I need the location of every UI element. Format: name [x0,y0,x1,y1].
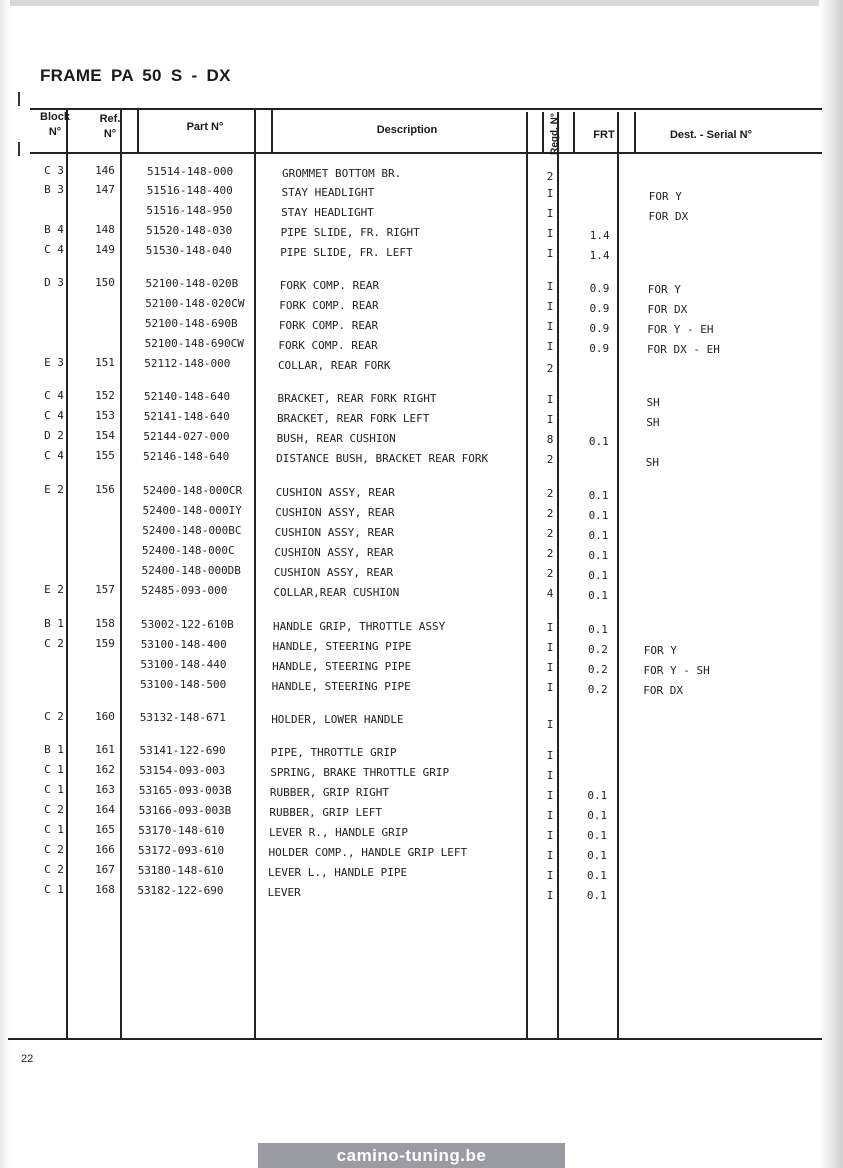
description-cell: HOLDER COMP., HANDLE GRIP LEFT [268,846,468,859]
description-cell: STAY HEADLIGHT [281,186,375,199]
block-cell: C 2 [44,637,64,650]
block-cell: C 1 [44,763,64,776]
part-number-cell: 53182-122-690 [137,884,224,897]
ref-cell: 167 [95,863,115,876]
header-ref: Ref. N° [99,113,121,140]
frt-cell: 0.9 [589,282,610,295]
column-divider [254,108,256,1039]
ref-cell: 156 [95,483,115,496]
ref-cell: 152 [95,389,115,402]
destination-cell: FOR DX [647,303,688,316]
frt-cell: 0.1 [587,829,608,842]
ref-cell: 160 [95,710,115,723]
part-number-cell: 52141-148-640 [143,410,230,423]
page-title: FRAME PA 50 S - DX [40,66,231,85]
frt-cell: 1.4 [589,249,610,262]
description-cell: HANDLE GRIP, THROTTLE ASSY [273,620,446,633]
qty-cell: I [546,247,554,260]
block-cell: C 2 [44,863,64,876]
description-cell: CUSHION ASSY, REAR [274,546,394,559]
description-cell: BRACKET, REAR FORK RIGHT [277,392,437,405]
block-cell: B 1 [44,743,64,756]
block-cell: D 2 [44,429,64,442]
part-number-cell: 51520-148-030 [146,224,233,237]
ref-cell: 164 [95,803,115,816]
block-cell: E 2 [44,583,64,596]
ref-cell: 162 [95,763,115,776]
description-cell: CUSHION ASSY, REAR [275,486,395,499]
part-number-cell: 53100-148-440 [140,658,227,671]
destination-cell: FOR Y [647,283,681,296]
block-cell: B 4 [44,223,64,236]
destination-cell: FOR Y [648,190,682,203]
qty-cell: I [546,749,554,762]
frt-cell: 0.2 [587,663,608,676]
block-cell: C 4 [44,409,64,422]
part-number-cell: 52100-148-690B [144,317,238,330]
qty-cell: I [546,187,554,200]
description-cell: HANDLE, STEERING PIPE [272,640,412,653]
part-number-cell: 52140-148-640 [144,390,231,403]
qty-cell: I [546,621,554,634]
qty-cell: 2 [546,487,554,500]
description-cell: HANDLE, STEERING PIPE [272,660,412,673]
frt-cell: 0.1 [587,809,608,822]
block-cell: D 3 [44,276,64,289]
ref-cell: 155 [95,449,115,462]
destination-cell: FOR DX [643,684,683,697]
header-destination: Dest. - Serial N° [669,129,753,141]
block-cell: C 4 [44,389,64,402]
part-number-cell: 52100-148-020B [145,277,239,290]
part-number-cell: 52400-148-000BC [142,524,242,537]
destination-cell: SH [646,416,660,429]
description-cell: COLLAR,REAR CUSHION [273,586,400,599]
block-cell: E 3 [44,356,64,369]
frt-cell: 0.2 [587,643,608,656]
qty-cell: I [546,869,554,882]
part-number-cell: 52400-148-000DB [141,564,241,577]
description-cell: LEVER L., HANDLE PIPE [268,866,408,879]
part-number-cell: 52400-148-000CR [142,484,243,497]
frt-cell: 0.9 [589,302,610,315]
frt-cell: 1.4 [589,229,610,242]
header-reqd: Reqd. N° [549,113,561,155]
qty-cell: 2 [546,547,554,560]
description-cell: HANDLE, STEERING PIPE [271,680,411,693]
table-bottom-rule [8,1038,822,1040]
part-number-cell: 53172-093-610 [138,844,225,857]
page-edge-right [819,0,843,1168]
qty-cell: I [546,681,554,694]
block-cell: B 1 [44,617,64,630]
qty-cell: I [546,849,554,862]
part-number-cell: 51530-148-040 [145,244,232,257]
frt-cell: 0.1 [588,509,609,522]
frt-cell: 0.1 [588,435,609,448]
description-cell: RUBBER, GRIP LEFT [269,806,382,819]
description-cell: LEVER R., HANDLE GRIP [268,826,409,839]
binding-mark [18,142,20,156]
qty-cell: 2 [546,507,554,520]
description-cell: LEVER [267,886,301,899]
part-number-cell: 52400-148-000C [141,544,235,557]
binding-mark [18,92,20,106]
block-cell: C 2 [44,843,64,856]
part-number-cell: 52144-027-000 [143,430,230,443]
ref-cell: 146 [95,164,115,177]
frt-cell: 0.1 [586,889,607,902]
qty-cell: I [546,661,554,674]
description-cell: SPRING, BRAKE THROTTLE GRIP [270,766,450,779]
frt-cell: 0.1 [587,849,607,862]
description-cell: GROMMET BOTTOM BR. [282,167,402,180]
ref-cell: 163 [95,783,115,796]
description-cell: DISTANCE BUSH, BRACKET REAR FORK [276,452,489,465]
frt-cell: 0.9 [589,342,610,355]
destination-cell: FOR Y [643,644,677,657]
page-number: 22 [21,1053,34,1065]
block-cell: C 2 [44,710,64,723]
description-cell: FORK COMP. REAR [278,339,378,352]
description-cell: HOLDER, LOWER HANDLE [271,713,404,726]
ref-cell: 165 [95,823,115,836]
description-cell: FORK COMP. REAR [278,319,379,332]
description-cell: CUSHION ASSY, REAR [274,526,395,539]
frt-cell: 0.1 [587,789,608,802]
qty-cell: I [546,320,554,333]
qty-cell: I [546,789,554,802]
destination-cell: FOR Y - SH [643,664,710,677]
ref-cell: 157 [95,583,115,596]
ref-cell: 161 [95,743,115,756]
frt-cell: 0.1 [588,569,609,582]
part-number-cell: 53002-122-610B [141,618,234,631]
ref-cell: 149 [95,243,115,256]
description-cell: BUSH, REAR CUSHION [276,432,396,445]
part-number-cell: 52112-148-000 [144,357,231,370]
header-bottom-rule [30,152,822,154]
ref-cell: 168 [95,883,115,896]
part-number-cell: 52100-148-690CW [144,337,244,350]
destination-cell: SH [645,456,659,469]
destination-cell: FOR DX - EH [647,343,720,356]
part-number-cell: 52485-093-000 [141,584,228,597]
column-divider [526,112,528,1039]
frt-cell: 0.1 [588,589,609,602]
qty-cell: I [546,393,554,406]
part-number-cell: 53166-093-003B [138,804,232,817]
watermark: camino-tuning.be [258,1143,565,1168]
frt-cell: 0.1 [588,623,608,636]
ref-cell: 148 [95,223,115,236]
header-block: Block N° [40,111,70,138]
part-number-cell: 53170-148-610 [138,824,225,837]
ref-cell: 166 [95,843,115,856]
qty-cell: I [546,207,554,220]
description-cell: CUSHION ASSY, REAR [273,566,394,579]
frt-cell: 0.1 [586,869,607,882]
header-part-number: Part N° [186,121,224,133]
frt-cell: 0.1 [588,489,609,502]
ref-cell: 158 [95,617,115,630]
ref-cell: 159 [95,637,115,650]
ref-cell: 150 [95,276,115,289]
part-number-cell: 53141-122-690 [139,744,226,757]
part-number-cell: 53165-093-003B [138,784,232,797]
header-frt: FRT [593,129,615,141]
ref-cell: 153 [95,409,115,422]
qty-cell: I [546,280,554,293]
description-cell: COLLAR, REAR FORK [277,359,391,372]
qty-cell: 2 [546,527,554,540]
qty-cell: I [546,769,554,782]
part-number-cell: 53100-148-500 [140,678,227,691]
frt-cell: 0.9 [589,322,610,335]
ref-cell: 154 [95,429,115,442]
qty-cell: 2 [546,362,554,375]
qty-cell: 4 [546,587,554,600]
table-top-rule [30,108,822,110]
description-cell: PIPE, THROTTLE GRIP [270,746,397,759]
part-number-cell: 53132-148-671 [139,711,226,724]
header-description: Description [376,124,438,136]
ref-cell: 147 [95,183,115,196]
block-cell: B 3 [44,183,64,196]
qty-cell: 2 [546,170,554,183]
ref-cell: 151 [95,356,115,369]
block-cell: C 1 [44,823,64,836]
block-cell: C 4 [44,449,64,462]
page-edge-left [0,0,10,1168]
destination-cell: FOR DX [648,210,689,223]
qty-cell: I [546,809,554,822]
qty-cell: I [546,413,554,426]
part-number-cell: 52100-148-020CW [145,297,245,310]
page-edge [0,0,843,6]
description-cell: FORK COMP. REAR [279,279,380,292]
destination-cell: SH [646,396,660,409]
block-cell: C 1 [44,783,64,796]
part-number-cell: 51514-148-000 [147,165,234,178]
description-cell: CUSHION ASSY, REAR [275,506,395,519]
qty-cell: I [546,718,554,731]
qty-cell: I [546,300,554,313]
block-cell: E 2 [44,483,64,496]
description-cell: PIPE SLIDE, FR. RIGHT [280,226,420,239]
part-number-cell: 53100-148-400 [140,638,227,651]
qty-cell: I [546,889,554,902]
part-number-cell: 51516-148-950 [146,204,233,217]
description-cell: BRACKET, REAR FORK LEFT [277,412,430,425]
description-cell: PIPE SLIDE, FR. LEFT [280,246,413,259]
qty-cell: I [546,641,554,654]
part-number-cell: 53180-148-610 [137,864,224,877]
qty-cell: I [546,227,554,240]
qty-cell: 8 [546,433,554,446]
block-cell: C 1 [44,883,64,896]
block-cell: C 3 [44,164,64,177]
description-cell: STAY HEADLIGHT [281,206,374,219]
qty-cell: 2 [546,453,554,466]
frt-cell: 0.2 [587,683,608,696]
frt-cell: 0.1 [588,549,609,562]
qty-cell: 2 [546,567,554,580]
block-cell: C 4 [44,243,64,256]
block-cell: C 2 [44,803,64,816]
part-number-cell: 53154-093-003 [139,764,226,777]
description-cell: RUBBER, GRIP RIGHT [269,786,390,799]
frt-cell: 0.1 [588,529,609,542]
destination-cell: FOR Y - EH [647,323,714,336]
part-number-cell: 52146-148-640 [143,450,230,463]
qty-cell: I [546,340,554,353]
qty-cell: I [546,829,554,842]
description-cell: FORK COMP. REAR [279,299,379,312]
part-number-cell: 52400-148-000IY [142,504,242,517]
part-number-cell: 51516-148-400 [146,184,233,197]
